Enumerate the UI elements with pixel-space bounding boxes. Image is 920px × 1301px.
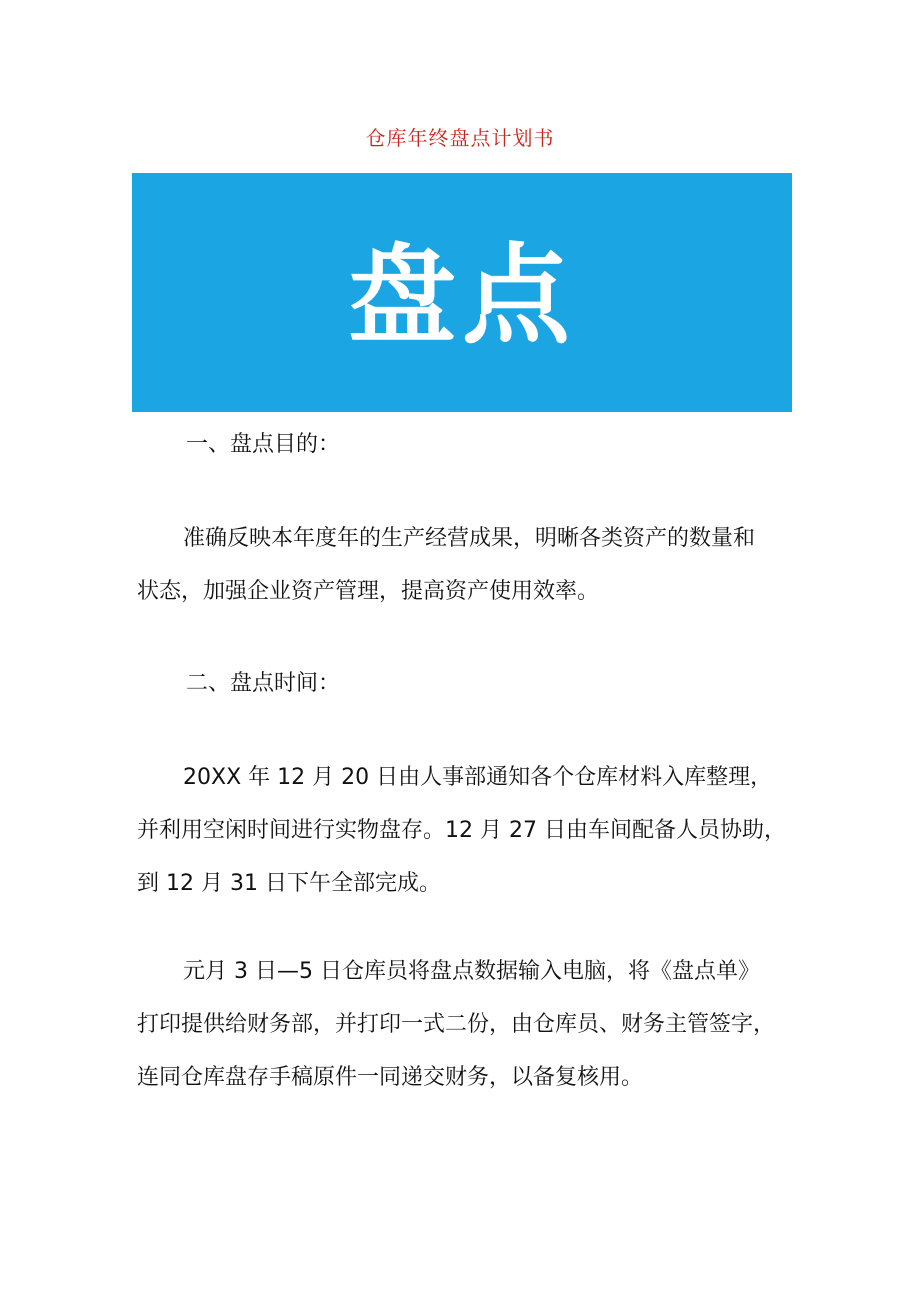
paragraph-line: 20XX 年 12 月 20 日由人事部通知各个仓库材料入库整理， xyxy=(183,765,773,790)
paragraph-line: 打印提供给财务部，并打印一式二份，由仓库员、财务主管签字， xyxy=(137,1012,776,1037)
section-1-heading: 一、盘点目的： xyxy=(186,432,341,457)
section-2-paragraph-1 xyxy=(137,751,797,910)
banner-text: 盘点 xyxy=(347,233,576,359)
paragraph-line: 状态，加强企业资产管理，提高资产使用效率。 xyxy=(137,579,600,604)
paragraph-line: 准确反映本年度年的生产经营成果，明晰各类资产的数量和 xyxy=(183,526,756,551)
banner xyxy=(132,173,792,412)
paragraph-line: 到 12 月 31 日下午全部完成。 xyxy=(137,871,441,896)
paragraph-line: 并利用空闲时间进行实物盘存。12 月 27 日由车间配备人员协助， xyxy=(137,818,786,843)
paragraph-line: 连同仓库盘存手稿原件一同递交财务，以备复核用。 xyxy=(137,1065,644,1090)
paragraph-line: 元月 3 日—5 日仓库员将盘点数据输入电脑，将《盘点单》 xyxy=(183,959,760,984)
section-2-heading: 二、盘点时间： xyxy=(186,671,341,696)
section-1-paragraph xyxy=(137,512,797,618)
document-title: 仓库年终盘点计划书 xyxy=(365,126,555,150)
section-2-paragraph-2 xyxy=(137,945,797,1104)
